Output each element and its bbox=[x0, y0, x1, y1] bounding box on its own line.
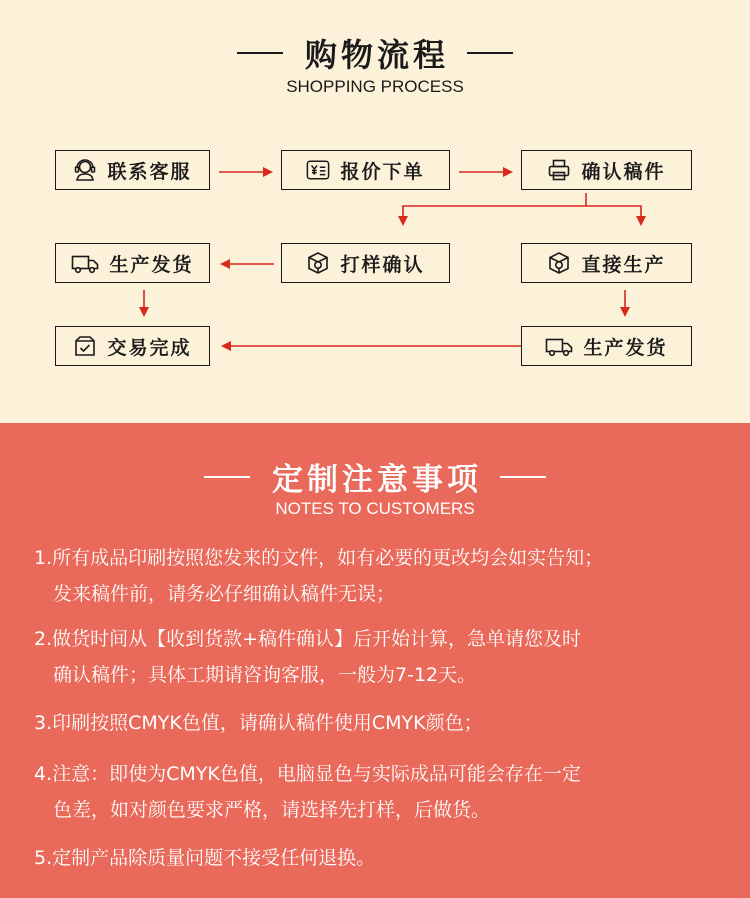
checked-box-icon bbox=[73, 334, 97, 358]
step-confirm-file bbox=[521, 150, 692, 190]
step-contact-service bbox=[55, 150, 210, 190]
step-proof-label: 打样确认 bbox=[340, 253, 425, 276]
step-proof-confirm bbox=[281, 243, 450, 283]
arrow-confirm-to-produce bbox=[586, 206, 641, 224]
yen-price-icon bbox=[306, 158, 330, 182]
product-box-icon bbox=[547, 251, 571, 275]
note-item-5 bbox=[34, 840, 724, 876]
note-1-line-2: 发来稿件前，请务必仔细确认稿件无误； bbox=[53, 583, 396, 605]
step-ship-right bbox=[521, 326, 692, 366]
notes-dash-right bbox=[500, 476, 546, 478]
notes-title: 定制注意事项 bbox=[272, 462, 482, 498]
step-ship-left bbox=[55, 243, 210, 283]
process-subtitle: SHOPPING PROCESS bbox=[286, 77, 464, 96]
step-quote-label: 报价下单 bbox=[340, 160, 425, 183]
note-2-line-2: 确认稿件；具体工期请咨询客服，一般为7-12天。 bbox=[53, 664, 477, 686]
step-trade-complete bbox=[55, 326, 210, 366]
delivery-truck-icon bbox=[71, 251, 99, 275]
step-confirm-file-label: 确认稿件 bbox=[581, 160, 666, 183]
notes-dash-left bbox=[204, 476, 250, 478]
notes-title-row bbox=[0, 454, 750, 499]
note-item-2 bbox=[34, 621, 724, 693]
note-item-4 bbox=[34, 756, 724, 828]
step-quote-order bbox=[281, 150, 450, 190]
process-title: 购物流程 bbox=[304, 36, 449, 74]
step-complete-label: 交易完成 bbox=[107, 336, 192, 359]
note-item-1 bbox=[34, 540, 724, 612]
notes-subtitle: NOTES TO CUSTOMERS bbox=[275, 499, 475, 518]
note-4-line-2: 色差，如对颜色要求严格，请选择先打样，后做货。 bbox=[53, 799, 491, 821]
printer-icon bbox=[547, 158, 571, 182]
arrow-confirm-split bbox=[403, 193, 586, 224]
sample-box-icon bbox=[306, 251, 330, 275]
shopping-process-section bbox=[0, 0, 750, 423]
step-ship-right-label: 生产发货 bbox=[583, 336, 668, 359]
note-item-3 bbox=[34, 705, 724, 741]
step-contact-label: 联系客服 bbox=[107, 160, 192, 183]
note-4-line-1: 4.注意：即使为CMYK色值，电脑显色与实际成品可能会存在一定 bbox=[34, 763, 581, 785]
note-1-line-1: 1.所有成品印刷按照您发来的文件，如有必要的更改均会如实告知； bbox=[34, 547, 604, 569]
delivery-truck-icon bbox=[545, 334, 573, 358]
step-produce-label: 直接生产 bbox=[581, 253, 666, 276]
customer-service-icon bbox=[73, 158, 97, 182]
step-direct-produce bbox=[521, 243, 692, 283]
note-3-line-1: 3.印刷按照CMYK色值，请确认稿件使用CMYK颜色； bbox=[34, 712, 483, 734]
customer-notes-section bbox=[0, 423, 750, 898]
step-ship-left-label: 生产发货 bbox=[109, 253, 194, 276]
note-5-line-1: 5.定制产品除质量问题不接受任何退换。 bbox=[34, 847, 376, 869]
note-2-line-1: 2.做货时间从【收到货款+稿件确认】后开始计算，急单请您及时 bbox=[34, 628, 582, 650]
